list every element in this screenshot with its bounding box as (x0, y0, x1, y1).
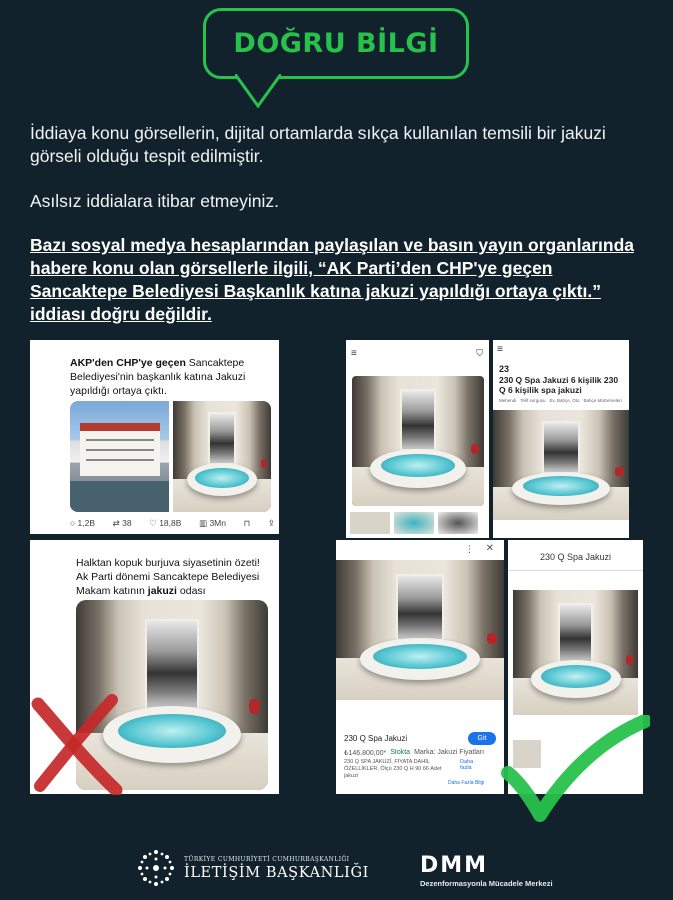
price-line (344, 749, 484, 757)
menu-icon-2[interactable]: ≡ (497, 344, 503, 355)
like-count[interactable]: ♡ 18,8B (149, 518, 182, 528)
shop-1-tab-3[interactable]: Ev, Bahçe, Oto (549, 398, 580, 403)
tweet-2-text (76, 556, 276, 598)
jacuzzi-image-shop-3 (336, 560, 504, 700)
building-image (70, 401, 169, 512)
tweet-2-line-1: Halktan kopuk burjuva siyasetinin özeti! (76, 557, 260, 569)
brand: Marka: Jakuzi Fiyatları (414, 749, 485, 756)
tweet-screenshot-1 (30, 340, 279, 534)
verdict-badge-label: DOĞRU BİLGİ (233, 28, 439, 59)
tweet-2-line-3-pre: Makam katının (76, 585, 148, 597)
retweet-count-value: 38 (122, 518, 132, 528)
tweet-2-line-3 (76, 584, 276, 598)
jacuzzi-image-shop-4 (513, 590, 638, 715)
reply-count[interactable]: ○ 1,2B (70, 518, 95, 528)
tweet-1-actions (70, 518, 275, 529)
iletisim-logo (136, 848, 369, 888)
finding-paragraph: İddiaya konu görsellerin, dijital ortamlarda sıkça kullanılan temsili bir jakuzi görseli olduğu tespit edilmiştir. (30, 123, 606, 166)
false-cross-icon (30, 690, 125, 795)
tweet-2-line-3-bold: jakuzi (147, 585, 177, 597)
jacuzzi-image-shop-1 (352, 376, 484, 506)
shop-1-tab-4[interactable]: Bahçe Malzemeleri (583, 398, 622, 403)
jacuzzi-image-shop-2 (493, 410, 629, 520)
shop-1-tab-2[interactable]: Telif sorgusu (520, 398, 546, 403)
reply-count-value: 1,2B (77, 518, 95, 528)
badge-tail-icon (235, 74, 281, 108)
jacuzzi-image-tweet-1 (173, 401, 271, 512)
thumbnail-strip (350, 512, 485, 534)
dmm-subtitle: Dezenformasyonla Mücadele Merkezi (420, 879, 553, 888)
org-main-line: İLETİŞİM BAŞKANLIĞI (184, 864, 369, 881)
dmm-logo-text: DMM (420, 853, 489, 878)
more-options-icon[interactable]: ⋮ (465, 544, 474, 554)
view-count[interactable]: ▥ 3Mn (199, 518, 226, 528)
true-check-icon (500, 715, 650, 825)
presidency-seal-icon (136, 848, 176, 888)
claim-paragraph: Bazı sosyal medya hesaplarından paylaşılan ve basın yayın organlarında habere konu olan görsellerle ilgili, “AK Parti’den CHP'ye geçen Sancaktepe Belediyesi Başkanlık katına jakuzi yapıldığı ortaya çıktı.” iddiası doğru değildir. (30, 235, 634, 324)
tweet-2-line-3-post: odası (176, 585, 206, 597)
dmm-logo (420, 855, 553, 888)
like-count-value: 18,8B (159, 518, 182, 528)
shop-screen-3 (336, 540, 504, 794)
shop-1-prefix: 23 (499, 364, 510, 374)
warning-paragraph: Asılsız iddialara itibar etmeyiniz. (30, 191, 279, 211)
go-button-label: Git (477, 735, 487, 742)
shop-1-tab-1[interactable]: Mehendi (499, 398, 517, 403)
shop-3-title: 230 Q Spa Jakuzi (540, 552, 612, 562)
tweet-1-text (70, 356, 270, 398)
stock-status: Stokta (390, 749, 411, 756)
shop-1-title: 230 Q Spa Jakuzi 6 kişilik 230 Q 6 kişilik spa jakuzi (499, 375, 619, 395)
go-button[interactable] (468, 732, 496, 745)
tweet-1-bold-lead: AKP'den CHP'ye geçen (70, 357, 186, 369)
view-count-value: 3Mn (209, 518, 226, 528)
verdict-badge (203, 8, 469, 79)
product-name: 230 Q Spa Jakuzi (344, 734, 408, 743)
org-top-line: TÜRKİYE CUMHURİYETİ CUMHURBAŞKANLIĞI (184, 855, 350, 863)
close-icon[interactable]: ✕ (485, 543, 494, 554)
shop-screen-2 (493, 340, 629, 538)
tweet-1-text-rest: Sancaktepe Belediyesi'nin başkanlık katına Jakuzi yapıldığı ortaya çıktı. (70, 357, 246, 397)
more-link[interactable]: Daha fazla (460, 759, 474, 771)
shop-screen-1 (346, 340, 489, 538)
more-info-link[interactable]: Daha Fazla Bilgi (448, 780, 485, 786)
cart-icon[interactable]: ⛉ (476, 348, 483, 358)
product-description: 230 Q SPA JAKUZİ, FİYATA DAHİL ÖZELLİKLER, Ölçü 230 Q H 90 66 Adet jakuzi (344, 759, 442, 779)
share-icon[interactable]: ⇪ (267, 518, 275, 528)
menu-icon[interactable]: ≡ (351, 348, 357, 359)
retweet-count[interactable]: ⇄ 38 (112, 518, 132, 528)
tweet-2-line-2: Ak Parti dönemi Sancaktepe Belediyesi (76, 571, 260, 583)
price: ₺146.800,00* (344, 750, 387, 757)
bookmark-icon[interactable]: ⊓ (243, 518, 251, 528)
shop-1-tabs (499, 398, 627, 403)
